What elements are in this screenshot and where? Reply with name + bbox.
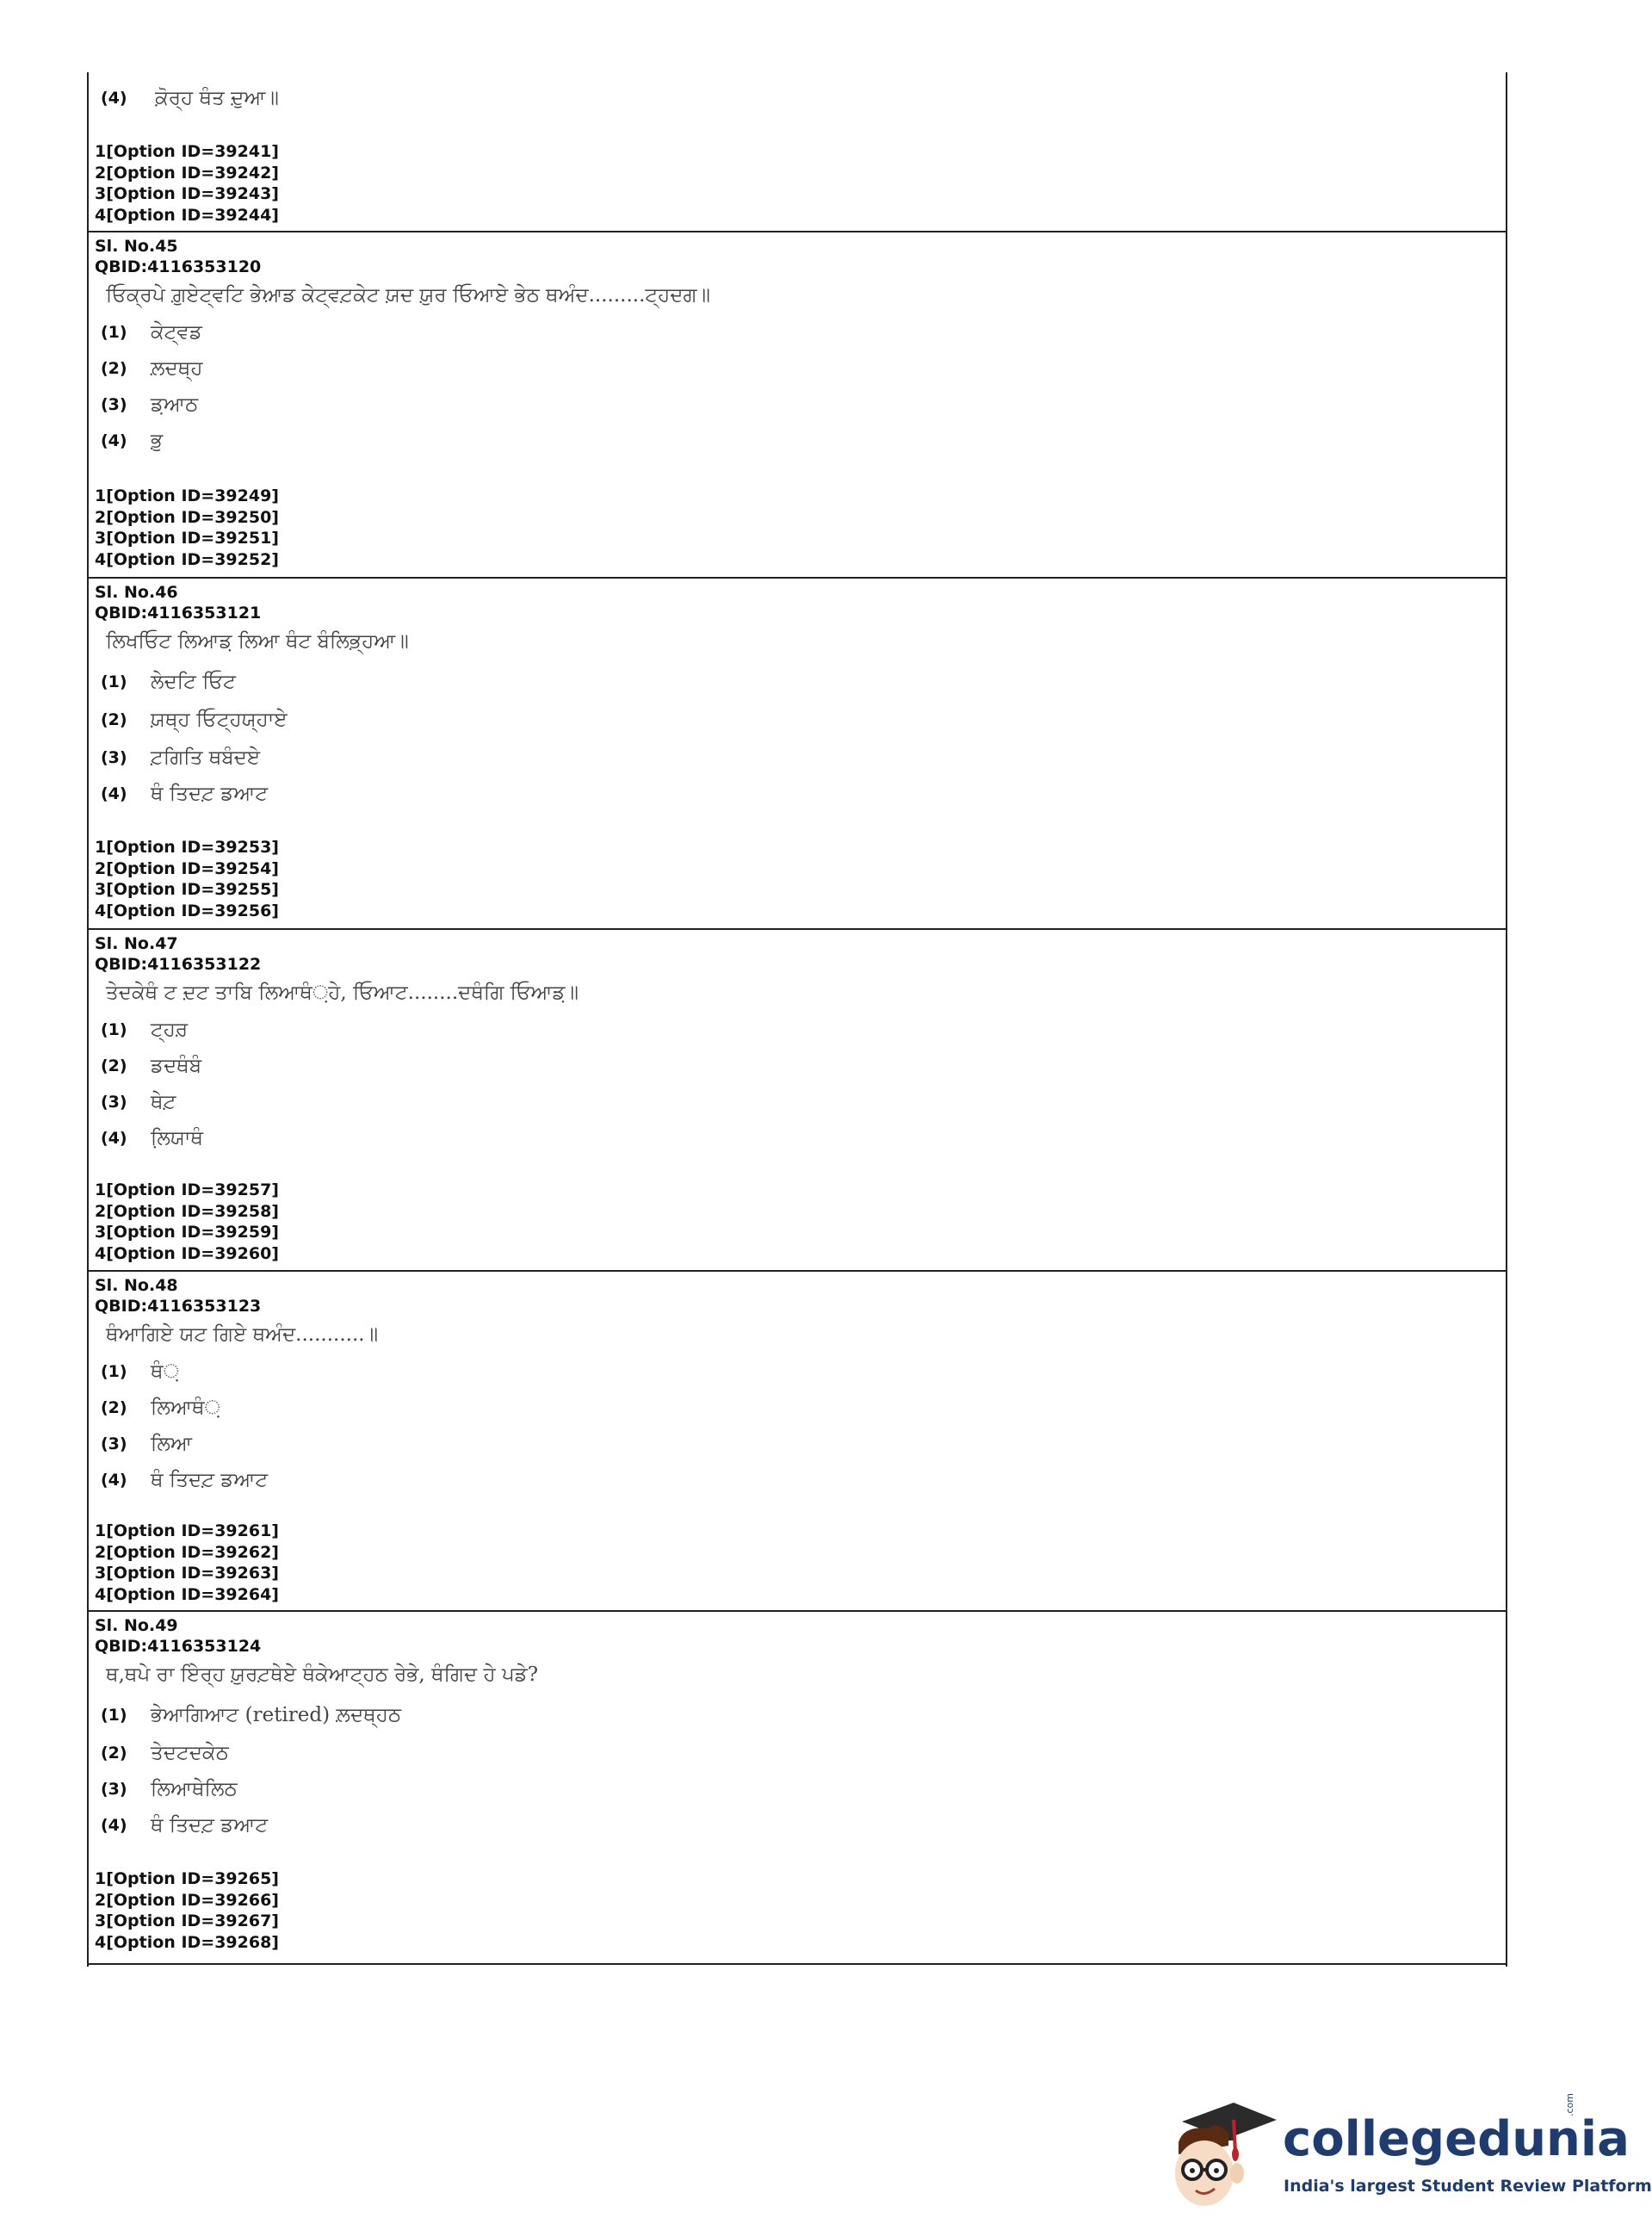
option-id: 1[Option ID=39265]	[95, 1869, 279, 1888]
option-row	[101, 744, 260, 771]
option-row	[101, 780, 268, 808]
option-text: ਥੰ ਤਿਦਟ਼ ਡਆਟ	[151, 1814, 269, 1837]
logo-tagline: India's largest Student Review Platform	[1284, 2177, 1652, 2196]
serial-number: Sl. No.46	[95, 583, 178, 602]
option-id: 4[Option ID=39256]	[95, 901, 279, 920]
option-id: 3[Option ID=39243]	[95, 184, 279, 203]
logo-wordmark: collegedunia	[1283, 2111, 1630, 2167]
option-id-list	[95, 1180, 279, 1264]
option-text: ਭ਼ੁ	[151, 430, 164, 452]
option-text: ਲਿ਼ਯਾਥੰ	[151, 1127, 203, 1149]
student-mascot-icon	[1166, 2094, 1283, 2210]
option-text: ਥੰ ਤਿਦਟ਼ ਡਆਟ	[151, 1469, 269, 1491]
option-row	[101, 706, 288, 734]
option-id: 4[Option ID=39264]	[95, 1584, 279, 1604]
serial-number: Sl. No.48	[95, 1276, 178, 1295]
option-number: (2)	[101, 1056, 127, 1075]
option-row	[101, 84, 279, 112]
option-row	[101, 1358, 179, 1385]
option-text: ਟ੍ਹਰ਼	[151, 1019, 189, 1041]
option-row	[101, 1739, 229, 1767]
option-id: 3[Option ID=39255]	[95, 880, 279, 899]
option-row	[101, 668, 236, 696]
option-id: 3[Option ID=39267]	[95, 1911, 279, 1930]
option-id: 2[Option ID=39250]	[95, 507, 279, 527]
logo-dotcom: .com	[1564, 2093, 1575, 2116]
serial-number: Sl. No.45	[95, 237, 178, 256]
option-id: 4[Option ID=39244]	[95, 205, 279, 225]
option-number: (1)	[101, 1362, 127, 1381]
option-row	[101, 1701, 401, 1729]
option-id: 4[Option ID=39260]	[95, 1243, 279, 1263]
option-text: ਥੰ਼	[151, 1360, 179, 1383]
option-number: (3)	[101, 1780, 127, 1799]
option-id: 2[Option ID=39262]	[95, 1542, 279, 1562]
option-text: ਲੇਦਟਿ ਓਿਟ	[151, 671, 236, 693]
option-text: ਭੇਆਗਿਆਟ (retired) ਲ਼ਦਥ੍ਹਠ	[151, 1704, 401, 1726]
question-bank-id: QBID:4116353122	[95, 955, 262, 974]
option-number: (1)	[101, 672, 127, 691]
question-block	[89, 579, 1506, 930]
option-number: (2)	[101, 359, 127, 378]
option-number: (3)	[101, 395, 127, 414]
question-bank-id: QBID:4116353123	[95, 1297, 262, 1316]
option-row	[101, 391, 198, 418]
option-id: 1[Option ID=39253]	[95, 838, 279, 857]
option-id: 2[Option ID=39258]	[95, 1201, 279, 1221]
option-number: (2)	[101, 1744, 127, 1763]
question-block	[89, 930, 1506, 1272]
option-id: 2[Option ID=39254]	[95, 858, 279, 878]
option-text: ਡਦਥੰਬੰ	[151, 1055, 202, 1077]
question-text: ਤੇਦਕੇਥੰ ਟ ਦ਼ਟ ਤਾਬਿ ਲਿਆਥੰ਼ਹੇ, ਓਿਆਟ........ਦਥੰਗਿ ਓਿਆਡ਼॥	[106, 982, 579, 1004]
option-number: (2)	[101, 710, 127, 729]
option-text: ਲਿਆਥੰ਼	[151, 1397, 220, 1419]
serial-number: Sl. No.49	[95, 1616, 178, 1635]
option-id-list	[95, 1868, 279, 1953]
option-text: ਲਿਆਥੇਲਿਠ	[151, 1778, 238, 1800]
option-row	[101, 355, 202, 382]
option-row	[101, 1430, 192, 1458]
option-id: 4[Option ID=39268]	[95, 1932, 279, 1952]
option-number: (4)	[101, 1471, 127, 1490]
option-text: ਥੇਟ਼	[151, 1091, 176, 1113]
option-text: ਕੇਟ੍ਵਡ	[151, 321, 202, 344]
option-id-list	[95, 1521, 279, 1605]
question-block	[89, 232, 1506, 579]
option-number: (3)	[101, 748, 127, 767]
collegedunia-logo[interactable]	[1166, 2093, 1652, 2215]
option-id: 4[Option ID=39252]	[95, 549, 279, 569]
option-id-list	[95, 837, 279, 921]
option-row	[101, 1812, 268, 1839]
option-number: (4)	[101, 431, 127, 450]
option-row	[101, 1124, 203, 1152]
option-number: (4)	[101, 1129, 127, 1148]
option-row	[101, 1466, 268, 1494]
question-block	[89, 1272, 1506, 1612]
question-block-continued	[89, 72, 1506, 232]
option-text: ਕ਼ੋਰ੍ਹ ਥੰਤ ਦ਼ੁਆ॥	[155, 87, 279, 109]
question-bank-id: QBID:4116353124	[95, 1637, 262, 1656]
option-row	[101, 1016, 188, 1044]
option-row	[101, 319, 202, 346]
option-id: 3[Option ID=39251]	[95, 529, 279, 548]
option-row	[101, 1775, 238, 1803]
option-row	[101, 1052, 201, 1080]
option-number: (3)	[101, 1434, 127, 1453]
question-paper-page	[87, 72, 1507, 1967]
option-row	[101, 427, 163, 455]
option-id-list	[95, 486, 279, 570]
option-row	[101, 1088, 176, 1116]
option-number: (1)	[101, 1020, 127, 1039]
option-number: (4)	[101, 89, 127, 108]
option-id: 1[Option ID=39241]	[95, 142, 279, 161]
option-text: ਥੰ ਤਿਦਟ਼ ਡਆਟ	[151, 783, 269, 805]
question-bank-id: QBID:4116353121	[95, 604, 262, 623]
option-id: 1[Option ID=39257]	[95, 1180, 279, 1199]
option-id-list	[95, 141, 279, 226]
question-text: ਥ,ਥਪੇ ਰਾ ਏਿਰ੍ਹ ਯ਼ੁਰਟ਼ਥੇਏ ਥੰਕੇਆਟ੍ਹਠ ਰੇਭੇ, ਥੰਗਿਦ ਹੇ ਪਡੇ?	[106, 1664, 539, 1686]
option-text: ਡ਼ਆਠ	[151, 393, 199, 416]
question-text: ਥੰਆਗਿਏ ਯਟ ਗਿਏ ਥਅੰਦ...........॥	[106, 1323, 379, 1346]
option-number: (3)	[101, 1093, 127, 1112]
option-text: ਯ਼ਥ੍ਹ ਓਿਟ੍ਹਯ੍ਹਾਏ	[151, 709, 288, 731]
option-number: (1)	[101, 1706, 127, 1725]
option-text: ਲ਼ਦਥ੍ਹ	[151, 357, 203, 380]
option-id: 1[Option ID=39249]	[95, 486, 279, 505]
option-id: 2[Option ID=39266]	[95, 1890, 279, 1910]
option-text: ਟ਼ਗਿਤਿ ਥਬੰਦਏ	[151, 747, 261, 769]
option-id: 2[Option ID=39242]	[95, 163, 279, 183]
option-text: ਤੇਦਟਦਕੇਠ	[151, 1742, 229, 1764]
option-number: (4)	[101, 784, 127, 803]
option-id: 3[Option ID=39263]	[95, 1564, 279, 1583]
question-bank-id: QBID:4116353120	[95, 257, 262, 276]
question-block	[89, 1612, 1506, 1965]
option-text: ਲਿਆ	[151, 1433, 192, 1455]
option-id: 1[Option ID=39261]	[95, 1521, 279, 1540]
option-number: (4)	[101, 1816, 127, 1835]
question-text: ਲਿਖਓਿਟ ਲਿਆਡ਼ ਲਿਆ ਥੰਟ ਬੰਲਿਭ਼੍ਹਆ॥	[106, 630, 409, 653]
serial-number: Sl. No.47	[95, 934, 178, 953]
question-text: ਓਿਕ੍ਰਪੇ ਗ਼ੁਏਟ੍ਵਟਿ ਭੇਆ਼ਡ ਕੇਟ੍ਵਟ਼ਕੇਟ ਯ਼ਦ ਯ਼ੁਰ ਓਿਆਏ ਭੇਠ ਥਅੰਦ.........ਟ੍ਹਦਗ॥	[106, 284, 711, 307]
option-number: (2)	[101, 1398, 127, 1417]
option-number: (1)	[101, 323, 127, 342]
option-row	[101, 1394, 220, 1422]
option-id: 3[Option ID=39259]	[95, 1223, 279, 1242]
